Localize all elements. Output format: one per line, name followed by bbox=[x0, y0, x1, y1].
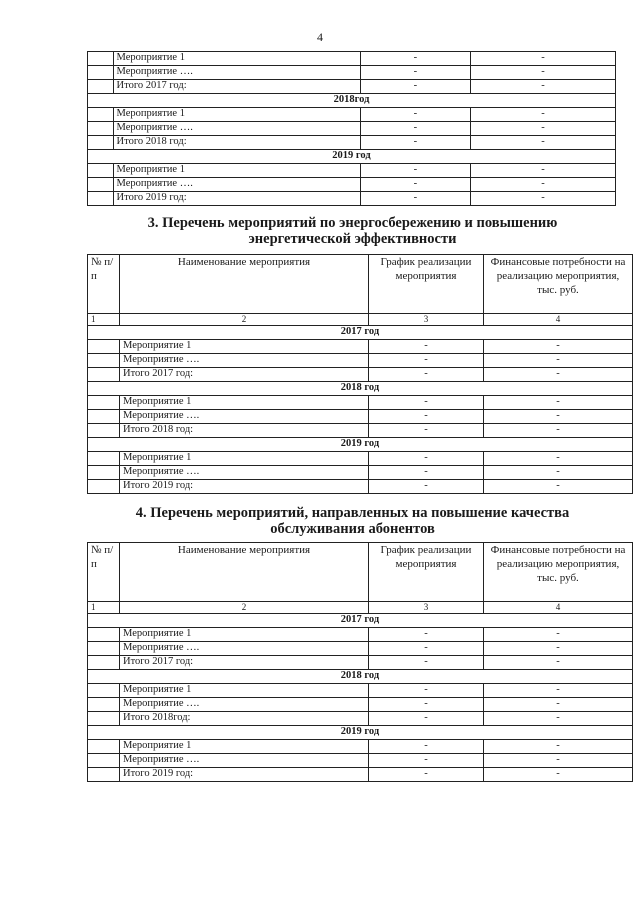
table-energy-saving bbox=[87, 254, 633, 494]
total-label: Итого 2019 год: bbox=[113, 192, 360, 206]
total-row bbox=[88, 136, 616, 150]
total-schedule: - bbox=[369, 424, 484, 438]
activity-name: Мероприятие …. bbox=[120, 698, 369, 712]
table-row bbox=[88, 396, 633, 410]
activity-finance: - bbox=[484, 642, 633, 656]
row-number-cell bbox=[88, 628, 120, 642]
table-header-row bbox=[88, 543, 633, 602]
total-schedule: - bbox=[369, 480, 484, 494]
column-number: 3 bbox=[369, 602, 484, 614]
row-number-cell bbox=[88, 354, 120, 368]
row-number-cell bbox=[88, 52, 114, 66]
year-heading: 2018 год bbox=[88, 382, 633, 396]
activity-name: Мероприятие …. bbox=[120, 466, 369, 480]
section-4-title bbox=[80, 505, 625, 537]
total-finance: - bbox=[484, 768, 633, 782]
year-heading: 2017 год bbox=[88, 614, 633, 628]
activity-finance: - bbox=[484, 452, 633, 466]
total-schedule: - bbox=[360, 192, 470, 206]
table-row bbox=[88, 684, 633, 698]
activity-name: Мероприятие 1 bbox=[113, 108, 360, 122]
table-row bbox=[88, 122, 616, 136]
activity-name: Мероприятие 1 bbox=[120, 740, 369, 754]
year-heading: 2017 год bbox=[88, 326, 633, 340]
activity-schedule: - bbox=[369, 452, 484, 466]
row-number-cell bbox=[88, 368, 120, 382]
row-number-cell bbox=[88, 340, 120, 354]
row-number-cell bbox=[88, 192, 114, 206]
activity-schedule: - bbox=[369, 396, 484, 410]
total-label: Итого 2018 год: bbox=[120, 424, 369, 438]
table-row bbox=[88, 108, 616, 122]
total-schedule: - bbox=[360, 80, 470, 94]
total-finance: - bbox=[470, 136, 615, 150]
table-continued bbox=[87, 51, 616, 206]
total-schedule: - bbox=[369, 656, 484, 670]
table-row bbox=[88, 66, 616, 80]
activity-schedule: - bbox=[360, 122, 470, 136]
page-number: 4 bbox=[317, 30, 323, 44]
column-number: 1 bbox=[88, 602, 120, 614]
activity-schedule: - bbox=[360, 164, 470, 178]
row-number-cell bbox=[88, 66, 114, 80]
year-row bbox=[88, 382, 633, 396]
table-row bbox=[88, 354, 633, 368]
row-number-cell bbox=[88, 108, 114, 122]
year-heading: 2019 год bbox=[88, 438, 633, 452]
row-number-cell bbox=[88, 656, 120, 670]
activity-schedule: - bbox=[360, 66, 470, 80]
row-number-cell bbox=[88, 642, 120, 656]
row-number-cell bbox=[88, 122, 114, 136]
activity-schedule: - bbox=[360, 52, 470, 66]
section-4-title-line2: обслуживания абонентов bbox=[270, 521, 435, 537]
section-3-title-line2: энергетической эффективности bbox=[248, 231, 457, 247]
total-label: Итого 2019 год: bbox=[120, 480, 369, 494]
column-number: 2 bbox=[120, 314, 369, 326]
year-heading: 2019 год bbox=[88, 726, 633, 740]
activity-finance: - bbox=[484, 684, 633, 698]
table-row bbox=[88, 410, 633, 424]
activity-name: Мероприятие …. bbox=[120, 354, 369, 368]
table-row bbox=[88, 628, 633, 642]
header-schedule: График реализации мероприятия bbox=[369, 543, 484, 602]
total-row bbox=[88, 80, 616, 94]
column-numbers-row bbox=[88, 602, 633, 614]
activity-finance: - bbox=[484, 340, 633, 354]
table-row bbox=[88, 340, 633, 354]
total-schedule: - bbox=[369, 712, 484, 726]
column-numbers-row bbox=[88, 314, 633, 326]
activity-finance: - bbox=[484, 354, 633, 368]
year-row bbox=[88, 326, 633, 340]
year-row bbox=[88, 614, 633, 628]
activity-name: Мероприятие 1 bbox=[113, 52, 360, 66]
header-number: № п/п bbox=[88, 255, 120, 314]
activity-finance: - bbox=[470, 122, 615, 136]
total-row bbox=[88, 656, 633, 670]
column-number: 3 bbox=[369, 314, 484, 326]
header-schedule: График реализации мероприятия bbox=[369, 255, 484, 314]
table-row bbox=[88, 698, 633, 712]
activity-name: Мероприятие …. bbox=[113, 178, 360, 192]
activity-finance: - bbox=[470, 108, 615, 122]
year-heading: 2018 год bbox=[88, 670, 633, 684]
activity-name: Мероприятие 1 bbox=[120, 628, 369, 642]
activity-schedule: - bbox=[369, 698, 484, 712]
activity-name: Мероприятие …. bbox=[120, 410, 369, 424]
activity-schedule: - bbox=[369, 740, 484, 754]
year-row bbox=[88, 94, 616, 108]
column-number: 2 bbox=[120, 602, 369, 614]
row-number-cell bbox=[88, 480, 120, 494]
section-3-title-line1: 3. Перечень мероприятий по энергосбережению и повышению bbox=[147, 215, 558, 231]
activity-schedule: - bbox=[369, 466, 484, 480]
activity-schedule: - bbox=[360, 178, 470, 192]
row-number-cell bbox=[88, 768, 120, 782]
total-row bbox=[88, 368, 633, 382]
total-label: Итого 2017 год: bbox=[120, 656, 369, 670]
activity-schedule: - bbox=[369, 340, 484, 354]
row-number-cell bbox=[88, 178, 114, 192]
year-row bbox=[88, 438, 633, 452]
row-number-cell bbox=[88, 698, 120, 712]
total-label: Итого 2018 год: bbox=[113, 136, 360, 150]
activity-finance: - bbox=[470, 52, 615, 66]
activity-schedule: - bbox=[369, 754, 484, 768]
activity-finance: - bbox=[484, 466, 633, 480]
total-finance: - bbox=[484, 712, 633, 726]
table-header-row bbox=[88, 255, 633, 314]
header-name: Наименование мероприятия bbox=[120, 543, 369, 602]
table-row bbox=[88, 754, 633, 768]
header-finance: Финансовые потребности на реализацию мероприятия, тыс. руб. bbox=[484, 255, 633, 314]
activity-name: Мероприятие 1 bbox=[120, 396, 369, 410]
total-schedule: - bbox=[360, 136, 470, 150]
total-row bbox=[88, 424, 633, 438]
activity-finance: - bbox=[470, 178, 615, 192]
column-number: 1 bbox=[88, 314, 120, 326]
row-number-cell bbox=[88, 80, 114, 94]
total-row bbox=[88, 480, 633, 494]
total-finance: - bbox=[484, 656, 633, 670]
table-row bbox=[88, 740, 633, 754]
table-service-quality bbox=[87, 542, 633, 782]
activity-finance: - bbox=[484, 754, 633, 768]
row-number-cell bbox=[88, 164, 114, 178]
activity-schedule: - bbox=[369, 410, 484, 424]
activity-finance: - bbox=[484, 698, 633, 712]
activity-schedule: - bbox=[369, 628, 484, 642]
table-row bbox=[88, 466, 633, 480]
activity-finance: - bbox=[484, 628, 633, 642]
total-row bbox=[88, 712, 633, 726]
activity-name: Мероприятие …. bbox=[120, 642, 369, 656]
total-finance: - bbox=[484, 424, 633, 438]
section-3-title bbox=[80, 215, 625, 247]
table-row bbox=[88, 164, 616, 178]
year-row bbox=[88, 726, 633, 740]
total-label: Итого 2019 год: bbox=[120, 768, 369, 782]
activity-finance: - bbox=[484, 740, 633, 754]
activity-schedule: - bbox=[360, 108, 470, 122]
table-row bbox=[88, 52, 616, 66]
total-label: Итого 2017 год: bbox=[120, 368, 369, 382]
header-number: № п/п bbox=[88, 543, 120, 602]
table-row bbox=[88, 642, 633, 656]
activity-name: Мероприятие 1 bbox=[120, 684, 369, 698]
year-heading: 2018год bbox=[88, 94, 616, 108]
table-row bbox=[88, 178, 616, 192]
activity-finance: - bbox=[470, 164, 615, 178]
total-finance: - bbox=[484, 368, 633, 382]
row-number-cell bbox=[88, 466, 120, 480]
column-number: 4 bbox=[484, 314, 633, 326]
total-row bbox=[88, 192, 616, 206]
total-schedule: - bbox=[369, 368, 484, 382]
activity-finance: - bbox=[470, 66, 615, 80]
row-number-cell bbox=[88, 452, 120, 466]
total-finance: - bbox=[470, 80, 615, 94]
table-row bbox=[88, 452, 633, 466]
activity-finance: - bbox=[484, 410, 633, 424]
year-heading: 2019 год bbox=[88, 150, 616, 164]
row-number-cell bbox=[88, 754, 120, 768]
activity-name: Мероприятие 1 bbox=[113, 164, 360, 178]
row-number-cell bbox=[88, 396, 120, 410]
row-number-cell bbox=[88, 410, 120, 424]
total-label: Итого 2017 год: bbox=[113, 80, 360, 94]
activity-name: Мероприятие …. bbox=[113, 66, 360, 80]
activity-name: Мероприятие …. bbox=[113, 122, 360, 136]
row-number-cell bbox=[88, 712, 120, 726]
activity-name: Мероприятие 1 bbox=[120, 340, 369, 354]
activity-name: Мероприятие 1 bbox=[120, 452, 369, 466]
header-name: Наименование мероприятия bbox=[120, 255, 369, 314]
total-finance: - bbox=[470, 192, 615, 206]
year-row bbox=[88, 670, 633, 684]
activity-schedule: - bbox=[369, 354, 484, 368]
row-number-cell bbox=[88, 684, 120, 698]
row-number-cell bbox=[88, 136, 114, 150]
row-number-cell bbox=[88, 424, 120, 438]
total-schedule: - bbox=[369, 768, 484, 782]
year-row bbox=[88, 150, 616, 164]
total-row bbox=[88, 768, 633, 782]
header-finance: Финансовые потребности на реализацию мероприятия, тыс. руб. bbox=[484, 543, 633, 602]
activity-finance: - bbox=[484, 396, 633, 410]
total-label: Итого 2018год: bbox=[120, 712, 369, 726]
column-number: 4 bbox=[484, 602, 633, 614]
total-finance: - bbox=[484, 480, 633, 494]
activity-schedule: - bbox=[369, 684, 484, 698]
row-number-cell bbox=[88, 740, 120, 754]
activity-name: Мероприятие …. bbox=[120, 754, 369, 768]
section-4-title-line1: 4. Перечень мероприятий, направленных на повышение качества bbox=[135, 505, 570, 521]
activity-schedule: - bbox=[369, 642, 484, 656]
